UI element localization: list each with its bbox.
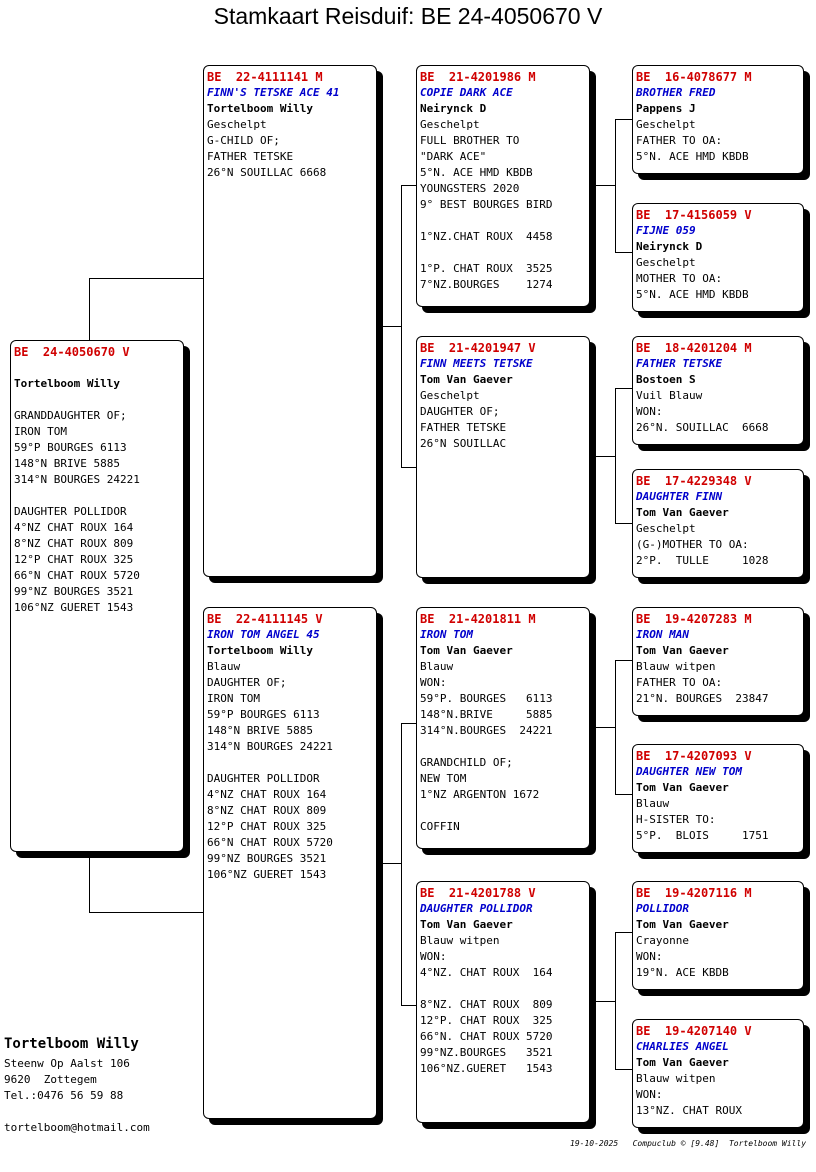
info-line: 5°N. ACE HMD KBDB [420, 166, 533, 179]
pigeon-card-mf[interactable] [416, 607, 590, 849]
info-line: 148°N BRIVE 5885 [14, 457, 120, 470]
pigeon-owner: Neirynck D [636, 240, 703, 253]
info-line: DAUGHTER POLLIDOR [207, 772, 320, 785]
info-line: 314°N BOURGES 24221 [207, 740, 333, 753]
pigeon-owner: Tom Van Gaever [636, 644, 729, 657]
info-line: DAUGHTER POLLIDOR [14, 505, 127, 518]
ring-number: BE 17-4229348 V [636, 474, 752, 488]
pigeon-owner: Tom Van Gaever [420, 644, 513, 657]
ring-number: BE 21-4201986 M [420, 70, 536, 84]
info-line [420, 245, 589, 261]
connector-line [596, 727, 616, 728]
pigeon-card-mmm[interactable] [632, 1019, 804, 1128]
connector-line [615, 932, 616, 1069]
pigeon-owner: Tom Van Gaever [636, 781, 729, 794]
pigeon-owner: Tortelboom Willy [207, 102, 313, 115]
pigeon-card-mm[interactable] [416, 881, 590, 1123]
info-line: 12°P CHAT ROUX 325 [207, 820, 327, 833]
info-line: 5°P. BLOIS 1751 [636, 829, 769, 842]
pigeon-owner: Tom Van Gaever [636, 1056, 729, 1069]
pigeon-card-fm[interactable] [416, 336, 590, 578]
connector-line [401, 185, 416, 186]
breeder-email: tortelboom@hotmail.com [4, 1121, 150, 1134]
info-line: 314°N.BOURGES 24221 [420, 724, 553, 737]
connector-line [596, 185, 616, 186]
info-line: 5°N. ACE HMD KBDB [636, 288, 749, 301]
info-line: 1°NZ.CHAT ROUX 4458 [420, 230, 553, 243]
breeder-name: Tortelboom Willy [4, 1036, 139, 1052]
pigeon-name: IRON MAN [636, 628, 689, 641]
connector-line [401, 467, 416, 468]
ring-number: BE 21-4201811 M [420, 612, 536, 626]
ring-number: BE 17-4156059 V [636, 208, 752, 222]
info-line: Blauw witpen [636, 660, 716, 673]
info-line: 21°N. BOURGES 23847 [636, 692, 769, 705]
pigeon-owner: Bostoen S [636, 373, 696, 386]
pigeon-card-fff[interactable] [632, 65, 804, 174]
ring-number: BE 22-4111145 V [207, 612, 323, 626]
pigeon-name: FINN MEETS TETSKE [420, 357, 533, 370]
pigeon-card-mfm[interactable] [632, 744, 804, 853]
info-line: Blauw witpen [636, 1072, 716, 1085]
connector-line [89, 278, 204, 279]
info-line: WON: [420, 676, 447, 689]
info-line: 99°NZ BOURGES 3521 [14, 585, 134, 598]
pigeon-name: COPIE DARK ACE [420, 86, 513, 99]
pigeon-name: DAUGHTER NEW TOM [636, 765, 742, 778]
info-line: 8°NZ CHAT ROUX 809 [207, 804, 327, 817]
info-line: Geschelpt [420, 118, 480, 131]
connector-line [89, 858, 90, 913]
info-line: 4°NZ. CHAT ROUX 164 [420, 966, 553, 979]
connector-line [615, 1069, 632, 1070]
connector-line [615, 119, 616, 252]
info-line: 106°NZ GUERET 1543 [207, 868, 327, 881]
breeder-address: Steenw Op Aalst 106 [4, 1057, 130, 1070]
connector-line [615, 252, 632, 253]
info-line: 106°NZ GUERET 1543 [14, 601, 134, 614]
pigeon-card-mmf[interactable] [632, 881, 804, 990]
info-line: G-CHILD OF; [207, 134, 280, 147]
ring-number: BE 19-4207140 V [636, 1024, 752, 1038]
connector-line [615, 388, 616, 523]
ring-number: BE 19-4207283 M [636, 612, 752, 626]
connector-line [615, 660, 632, 661]
pigeon-name: IRON TOM [420, 628, 473, 641]
pigeon-name: POLLIDOR [636, 902, 689, 915]
info-line [420, 981, 589, 997]
pigeon-name: DAUGHTER POLLIDOR [420, 902, 533, 915]
pigeon-owner: Pappens J [636, 102, 696, 115]
pigeon-owner: Tom Van Gaever [420, 918, 513, 931]
info-line: 19°N. ACE KBDB [636, 966, 729, 979]
info-line: Geschelpt [636, 522, 696, 535]
connector-line [401, 1005, 416, 1006]
info-line: YOUNGSTERS 2020 [420, 182, 520, 195]
info-line: 59°P. BOURGES 6113 [420, 692, 553, 705]
pigeon-owner: Tom Van Gaever [636, 918, 729, 931]
info-line: 13°NZ. CHAT ROUX [636, 1104, 742, 1117]
info-line: 9° BEST BOURGES BIRD [420, 198, 553, 211]
connector-line [615, 932, 632, 933]
connector-line [382, 326, 402, 327]
ring-number: BE 21-4201947 V [420, 341, 536, 355]
info-line: WON: [636, 405, 663, 418]
connector-line [89, 278, 90, 340]
info-line: GRANDDAUGHTER OF; [14, 409, 127, 422]
info-line [420, 739, 589, 755]
info-line: Blauw [420, 660, 454, 673]
breeder-info [4, 1034, 150, 1136]
info-line: MOTHER TO OA: [636, 272, 723, 285]
info-line: DAUGHTER OF; [207, 676, 287, 689]
info-line: Crayonne [636, 934, 689, 947]
connector-line [382, 863, 402, 864]
ring-number: BE 21-4201788 V [420, 886, 536, 900]
pigeon-owner: Tortelboom Willy [14, 377, 120, 390]
info-line [14, 392, 183, 408]
info-line: FATHER TO OA: [636, 676, 723, 689]
connector-line [615, 523, 632, 524]
info-line: 4°NZ CHAT ROUX 164 [207, 788, 327, 801]
ring-number: BE 16-4078677 M [636, 70, 752, 84]
info-line: 4°NZ CHAT ROUX 164 [14, 521, 134, 534]
info-line: COFFIN [420, 820, 460, 833]
pigeon-name: DAUGHTER FINN [636, 490, 723, 503]
info-line: Geschelpt [207, 118, 267, 131]
connector-line [401, 185, 402, 467]
pigeon-card-fmm[interactable] [632, 469, 804, 578]
info-line: 106°NZ.GUERET 1543 [420, 1062, 553, 1075]
info-line: Geschelpt [420, 389, 480, 402]
info-line: Geschelpt [636, 256, 696, 269]
pigeon-owner: Tortelboom Willy [207, 644, 313, 657]
info-line: Vuil Blauw [636, 389, 703, 402]
connector-line [596, 456, 616, 457]
info-line: 1°P. CHAT ROUX 3525 [420, 262, 553, 275]
pigeon-name: CHARLIES ANGEL [636, 1040, 729, 1053]
footer-credit: 19-10-2025 Compuclub © [9.48] Tortelboom Willy [570, 1139, 807, 1148]
connector-line [89, 912, 204, 913]
info-line: 99°NZ BOURGES 3521 [207, 852, 327, 865]
info-line [420, 803, 589, 819]
info-line: 314°N BOURGES 24221 [14, 473, 140, 486]
info-line: Blauw witpen [420, 934, 500, 947]
pigeon-card-ff[interactable] [416, 65, 590, 307]
info-line: 26°N SOUILLAC 6668 [207, 166, 327, 179]
info-line [207, 755, 376, 771]
connector-line [401, 723, 402, 1005]
connector-line [615, 794, 632, 795]
info-line: 148°N.BRIVE 5885 [420, 708, 553, 721]
pigeon-owner: Neirynck D [420, 102, 487, 115]
info-line: FULL BROTHER TO [420, 134, 520, 147]
ring-number: BE 17-4207093 V [636, 749, 752, 763]
info-line: IRON TOM [14, 425, 67, 438]
info-line: 8°NZ. CHAT ROUX 809 [420, 998, 553, 1011]
pigeon-card-fmf[interactable] [632, 336, 804, 445]
info-line: 148°N BRIVE 5885 [207, 724, 313, 737]
breeder-phone: Tel.:0476 56 59 88 [4, 1089, 124, 1102]
pigeon-owner: Tom Van Gaever [420, 373, 513, 386]
info-line: 26°N. SOUILLAC 6668 [636, 421, 769, 434]
connector-line [596, 1001, 616, 1002]
info-line: Blauw [207, 660, 241, 673]
info-line: GRANDCHILD OF; [420, 756, 513, 769]
info-line: IRON TOM [207, 692, 260, 705]
info-line: DAUGHTER OF; [420, 405, 500, 418]
connector-line [615, 660, 616, 794]
info-line: FATHER TETSKE [207, 150, 294, 163]
pigeon-card-ffm[interactable] [632, 203, 804, 312]
info-line: 66°N. CHAT ROUX 5720 [420, 1030, 553, 1043]
info-line: 66°N CHAT ROUX 5720 [14, 569, 140, 582]
info-line: 66°N CHAT ROUX 5720 [207, 836, 333, 849]
info-line: 59°P BOURGES 6113 [14, 441, 127, 454]
info-line: 26°N SOUILLAC [420, 437, 507, 450]
info-line: "DARK ACE" [420, 150, 487, 163]
connector-line [615, 388, 632, 389]
pigeon-card-mff[interactable] [632, 607, 804, 716]
info-line: WON: [420, 950, 447, 963]
info-line: Geschelpt [636, 118, 696, 131]
pigeon-card-mother[interactable] [203, 607, 377, 1119]
info-line [14, 488, 183, 504]
pigeon-name: FINN'S TETSKE ACE 41 [207, 86, 340, 99]
info-line: 1°NZ ARGENTON 1672 [420, 788, 540, 801]
info-line: (G-)MOTHER TO OA: [636, 538, 749, 551]
pigeon-owner: Tom Van Gaever [636, 506, 729, 519]
info-line [420, 213, 589, 229]
info-line: WON: [636, 950, 663, 963]
ring-number: BE 22-4111141 M [207, 70, 323, 84]
pigeon-name [14, 360, 183, 376]
info-line: 12°P CHAT ROUX 325 [14, 553, 134, 566]
info-line: 59°P BOURGES 6113 [207, 708, 320, 721]
pigeon-name: BROTHER FRED [636, 86, 716, 99]
info-line: 12°P. CHAT ROUX 325 [420, 1014, 553, 1027]
pigeon-card-father[interactable] [203, 65, 377, 577]
info-line: 7°NZ.BOURGES 1274 [420, 278, 553, 291]
info-line: 8°NZ CHAT ROUX 809 [14, 537, 134, 550]
info-line: FATHER TO OA: [636, 134, 723, 147]
ring-number: BE 24-4050670 V [14, 345, 130, 359]
connector-line [615, 119, 632, 120]
info-line: WON: [636, 1088, 663, 1101]
connector-line [401, 723, 416, 724]
info-line: 99°NZ.BOURGES 3521 [420, 1046, 553, 1059]
pigeon-name: FIJNE 059 [636, 224, 696, 237]
ring-number: BE 19-4207116 M [636, 886, 752, 900]
info-line: H-SISTER TO: [636, 813, 716, 826]
info-line: NEW TOM [420, 772, 467, 785]
pigeon-name: IRON TOM ANGEL 45 [207, 628, 320, 641]
ring-number: BE 18-4201204 M [636, 341, 752, 355]
page-title: Stamkaart Reisduif: BE 24-4050670 V [213, 3, 603, 29]
info-line: 2°P. TULLE 1028 [636, 554, 769, 567]
info-line: FATHER TETSKE [420, 421, 507, 434]
breeder-city: 9620 Zottegem [4, 1073, 97, 1086]
pigeon-card-subject[interactable] [10, 340, 184, 852]
pigeon-name: FATHER TETSKE [636, 357, 723, 370]
info-line: 5°N. ACE HMD KBDB [636, 150, 749, 163]
info-line: Blauw [636, 797, 670, 810]
